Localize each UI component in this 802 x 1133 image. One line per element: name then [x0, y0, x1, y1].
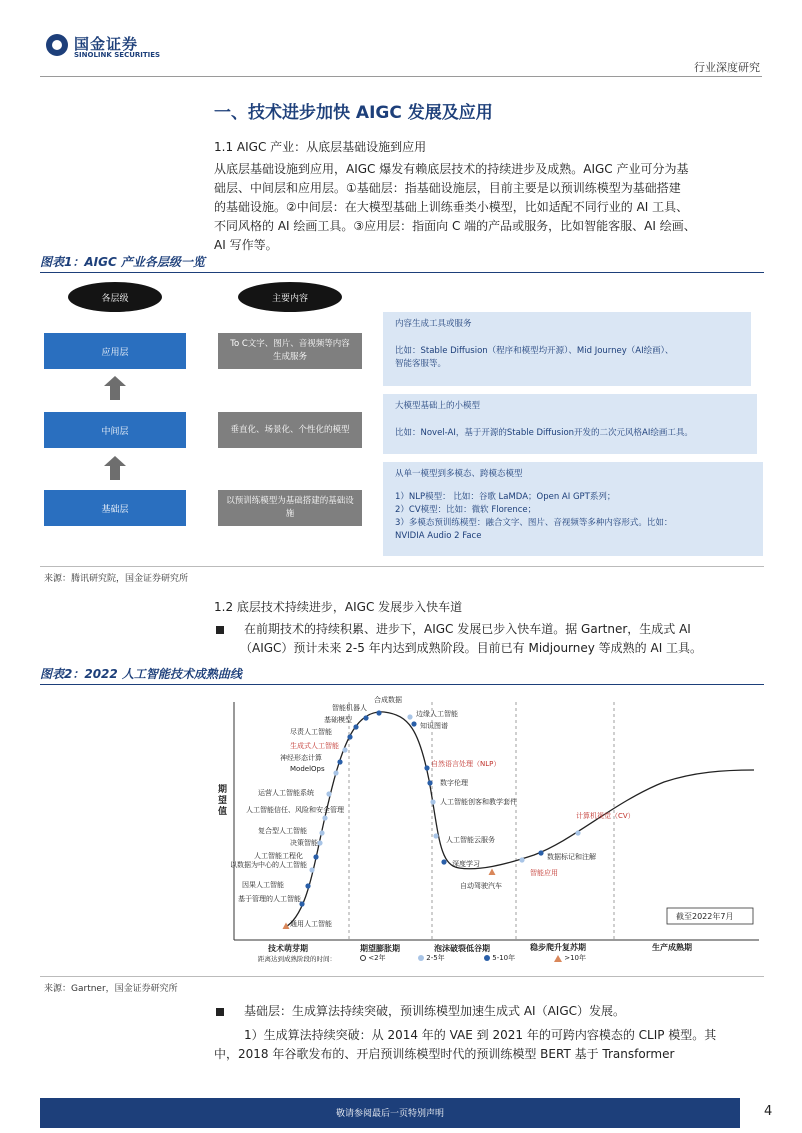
- legend-item: [484, 953, 515, 963]
- technology-label: 人工智能工程化: [254, 852, 303, 860]
- company-logo-icon: [46, 34, 68, 56]
- layer-application-summary: To C文字、图片、音视频等内容生成服务: [218, 333, 362, 369]
- paragraph-line: AI 写作等。: [214, 238, 278, 252]
- technology-label: 复合型人工智能: [258, 827, 307, 835]
- dark-dot-icon: [484, 955, 490, 961]
- light-dot-icon: [418, 955, 424, 961]
- technology-label: ModelOps: [290, 765, 325, 773]
- technology-label: 尽责人工智能: [290, 728, 332, 736]
- technology-marker: [333, 770, 338, 775]
- footer-notice: 敬请参阅最后一页特别声明: [335, 1109, 444, 1119]
- arrow-up-icon: [105, 456, 125, 480]
- technology-label: 自动驾驶汽车: [460, 882, 502, 890]
- technology-marker: [411, 721, 416, 726]
- technology-label: 数据标记和注解: [547, 853, 596, 861]
- technology-label: 生成式人工智能: [290, 742, 339, 750]
- hype-cycle-chart: [214, 690, 764, 972]
- technology-marker: [376, 710, 381, 715]
- subsection-title-1-2: 1.2 底层技术持续进步，AIGC 发展步入快车道: [214, 600, 463, 614]
- paragraph-line: 从底层基础设施到应用，AIGC 爆发有赖底层技术的持续进步及成熟。AIGC 产业可分为基: [214, 162, 689, 176]
- technology-marker: [363, 715, 368, 720]
- layer-middle: 中间层: [44, 412, 186, 448]
- technology-marker: [317, 840, 322, 845]
- triangle-icon: [554, 955, 562, 962]
- technology-label: 基于管理的人工智能: [238, 895, 301, 903]
- company-name-en: SINOLINK SECURITIES: [74, 51, 161, 59]
- technology-marker: [322, 815, 327, 820]
- technology-label: 智能机器人: [332, 704, 367, 712]
- paragraph-line: 在前期技术的持续积累、进步下，AIGC 发展已步入快车道。据 Gartner，生成式 AI: [244, 622, 691, 636]
- detail-line: 比如：Stable Diffusion（程序和模型均开源）、Mid Journey（AI绘画）、: [395, 346, 674, 356]
- legend-label: 2-5年: [426, 954, 445, 962]
- technology-marker: [319, 830, 324, 835]
- legend-label: <2年: [368, 954, 386, 962]
- paragraph-line: 不同风格的 AI 绘画工具。③应用层：指面向 C 端的产品或服务，比如智能客服、AI 绘画、: [214, 219, 696, 233]
- layer-middle-summary: 垂直化、场景化、个性化的模型: [218, 412, 362, 448]
- y-axis-label: 期望值: [218, 785, 228, 817]
- phase-label: 泡沫破裂低谷期: [434, 944, 490, 953]
- technology-marker: [337, 759, 342, 764]
- figure2-title: 图表2：2022 人工智能技术成熟曲线: [40, 667, 242, 681]
- detail-line: 智能客服等。: [395, 359, 447, 369]
- legend-title: 距离达到成熟阶段的时间：: [258, 955, 336, 963]
- figure1-bottom-rule: [40, 566, 764, 567]
- paragraph-line: （AIGC）预计未来 2-5 年内达到成熟阶段。目前已有 Midjourney 等成熟的 AI 工具。: [240, 641, 703, 655]
- figure2-top-rule: [40, 684, 764, 685]
- legend-label: >10年: [564, 954, 587, 962]
- technology-label: 数字伦理: [440, 779, 468, 787]
- figure1-source: 来源：腾讯研究院，国金证券研究所: [44, 574, 189, 584]
- legend-label: 5-10年: [492, 954, 516, 962]
- hype-curve: [284, 712, 754, 928]
- subsection-title-1-1: 1.1 AIGC 产业：从底层基础设施到应用: [214, 140, 427, 154]
- detail-line: 比如：Novel-AI，基于开源的Stable Diffusion开发的二次元风格AI绘画工具。: [395, 428, 693, 438]
- technology-label: 计算机视觉（CV）: [576, 812, 635, 820]
- technology-marker: [538, 850, 543, 855]
- bullet-paragraph: [240, 620, 764, 658]
- section-title: 一、技术进步加快 AIGC 发展及应用: [214, 103, 493, 123]
- technology-label: 人工智能创客和教学套件: [440, 798, 517, 806]
- technology-label: 运营人工智能系统: [258, 789, 314, 797]
- technology-label: 知识图谱: [420, 722, 448, 730]
- page-number: 4: [764, 1104, 773, 1119]
- phase-label: 稳步爬升复苏期: [530, 943, 586, 952]
- technology-label: 智能应用: [530, 869, 558, 877]
- technology-marker: [326, 791, 331, 796]
- technology-label: 以数据为中心的人工智能: [230, 861, 307, 869]
- technology-marker: [342, 747, 347, 752]
- base-bullet: 基础层：生成算法持续突破，预训练模型加速生成式 AI（AIGC）发展。: [244, 1004, 625, 1018]
- technology-marker: [575, 830, 580, 835]
- paragraph-line: 中，2018 年谷歌发布的、开启预训练模型时代的预训练模型 BERT 基于 Transformer: [214, 1047, 675, 1061]
- legend-item: [418, 953, 445, 963]
- base-paragraph: [214, 1026, 764, 1064]
- technology-label: 通用人工智能: [290, 920, 332, 928]
- layer-middle-detail: [383, 394, 757, 454]
- paragraph-line: 础层、中间层和应用层。①基础层：指基础设施层，目前主要是以预训练模型为基础搭建: [214, 181, 681, 195]
- technology-label: 自然语言处理（NLP）: [431, 760, 501, 768]
- legend-item: [554, 953, 586, 963]
- paragraph-line: 1）生成算法持续突破：从 2014 年的 VAE 到 2021 年的可跨内容模态的 CLIP 模型。其: [244, 1028, 717, 1042]
- technology-marker: [353, 724, 358, 729]
- technology-marker: [424, 765, 429, 770]
- technology-marker: [407, 714, 412, 719]
- technology-marker: [347, 734, 352, 739]
- layer-application-detail: [383, 312, 751, 386]
- technology-marker: [433, 833, 438, 838]
- technology-label: 合成数据: [374, 696, 402, 704]
- figure1-top-rule: [40, 272, 764, 273]
- phase-label: 技术萌芽期: [268, 944, 308, 953]
- technology-marker: [313, 854, 318, 859]
- technology-label: 人工智能云服务: [446, 836, 495, 844]
- detail-line: 1）NLP模型： 比如：谷歌 LaMDA；Open AI GPT系列；: [395, 492, 616, 502]
- detail-title: 从单一模型到多模态、跨模态模型: [395, 469, 523, 479]
- report-type: 行业深度研究: [694, 61, 760, 74]
- detail-title: 内容生成工具或服务: [395, 319, 472, 329]
- header-divider: [40, 76, 762, 77]
- technology-marker: [489, 869, 496, 876]
- intro-paragraph: [214, 160, 764, 255]
- detail-line: 2）CV模型：比如：微软 Florence；: [395, 505, 537, 515]
- oval-layers: 各层级: [68, 282, 162, 312]
- oval-main-content: 主要内容: [238, 282, 342, 312]
- technology-marker: [305, 883, 310, 888]
- layer-base-summary: 以预训练模型为基础搭建的基础设施: [218, 490, 362, 526]
- detail-line: 3）多模态预训练模型：融合文字、图片、音视频等多种内容形式。比如：: [395, 518, 673, 528]
- figure2-bottom-rule: [40, 976, 764, 977]
- phase-label: 生产成熟期: [652, 943, 692, 952]
- technology-marker: [519, 857, 524, 862]
- detail-line: NVIDIA Audio 2 Face: [395, 531, 482, 541]
- technology-label: 神经形态计算: [280, 754, 322, 762]
- figure1-title: 图表1：AIGC 产业各层级一览: [40, 255, 205, 269]
- technology-label: 边缘人工智能: [416, 710, 458, 718]
- technology-marker: [309, 867, 314, 872]
- date-note: 截至2022年7月: [676, 912, 734, 921]
- legend-item: [360, 953, 386, 963]
- bullet-square-icon: [216, 1008, 224, 1016]
- technology-label: 基础模型: [324, 716, 352, 724]
- technology-label: 因果人工智能: [242, 881, 284, 889]
- arrow-up-icon: [105, 376, 125, 400]
- technology-marker: [427, 780, 432, 785]
- technology-label: 决策智能: [290, 839, 318, 847]
- bullet-square-icon: [216, 626, 224, 634]
- company-name-cn: 国金证券: [74, 35, 139, 53]
- layer-application: 应用层: [44, 333, 186, 369]
- layer-base: 基础层: [44, 490, 186, 526]
- technology-marker: [430, 799, 435, 804]
- technology-label: 深度学习: [452, 860, 480, 868]
- hollow-circle-icon: [360, 955, 366, 961]
- detail-title: 大模型基础上的小模型: [395, 401, 481, 411]
- technology-label: 人工智能信任、风险和安全管理: [246, 806, 344, 814]
- figure2-source: 来源：Gartner，国金证券研究所: [44, 984, 178, 994]
- paragraph-line: 的基础设施。②中间层：在大模型基础上训练垂类小模型，比如适配不同行业的 AI 工具、: [214, 200, 689, 214]
- layer-base-detail: [383, 462, 763, 556]
- technology-marker: [441, 859, 446, 864]
- phase-label: 期望膨胀期: [360, 944, 400, 953]
